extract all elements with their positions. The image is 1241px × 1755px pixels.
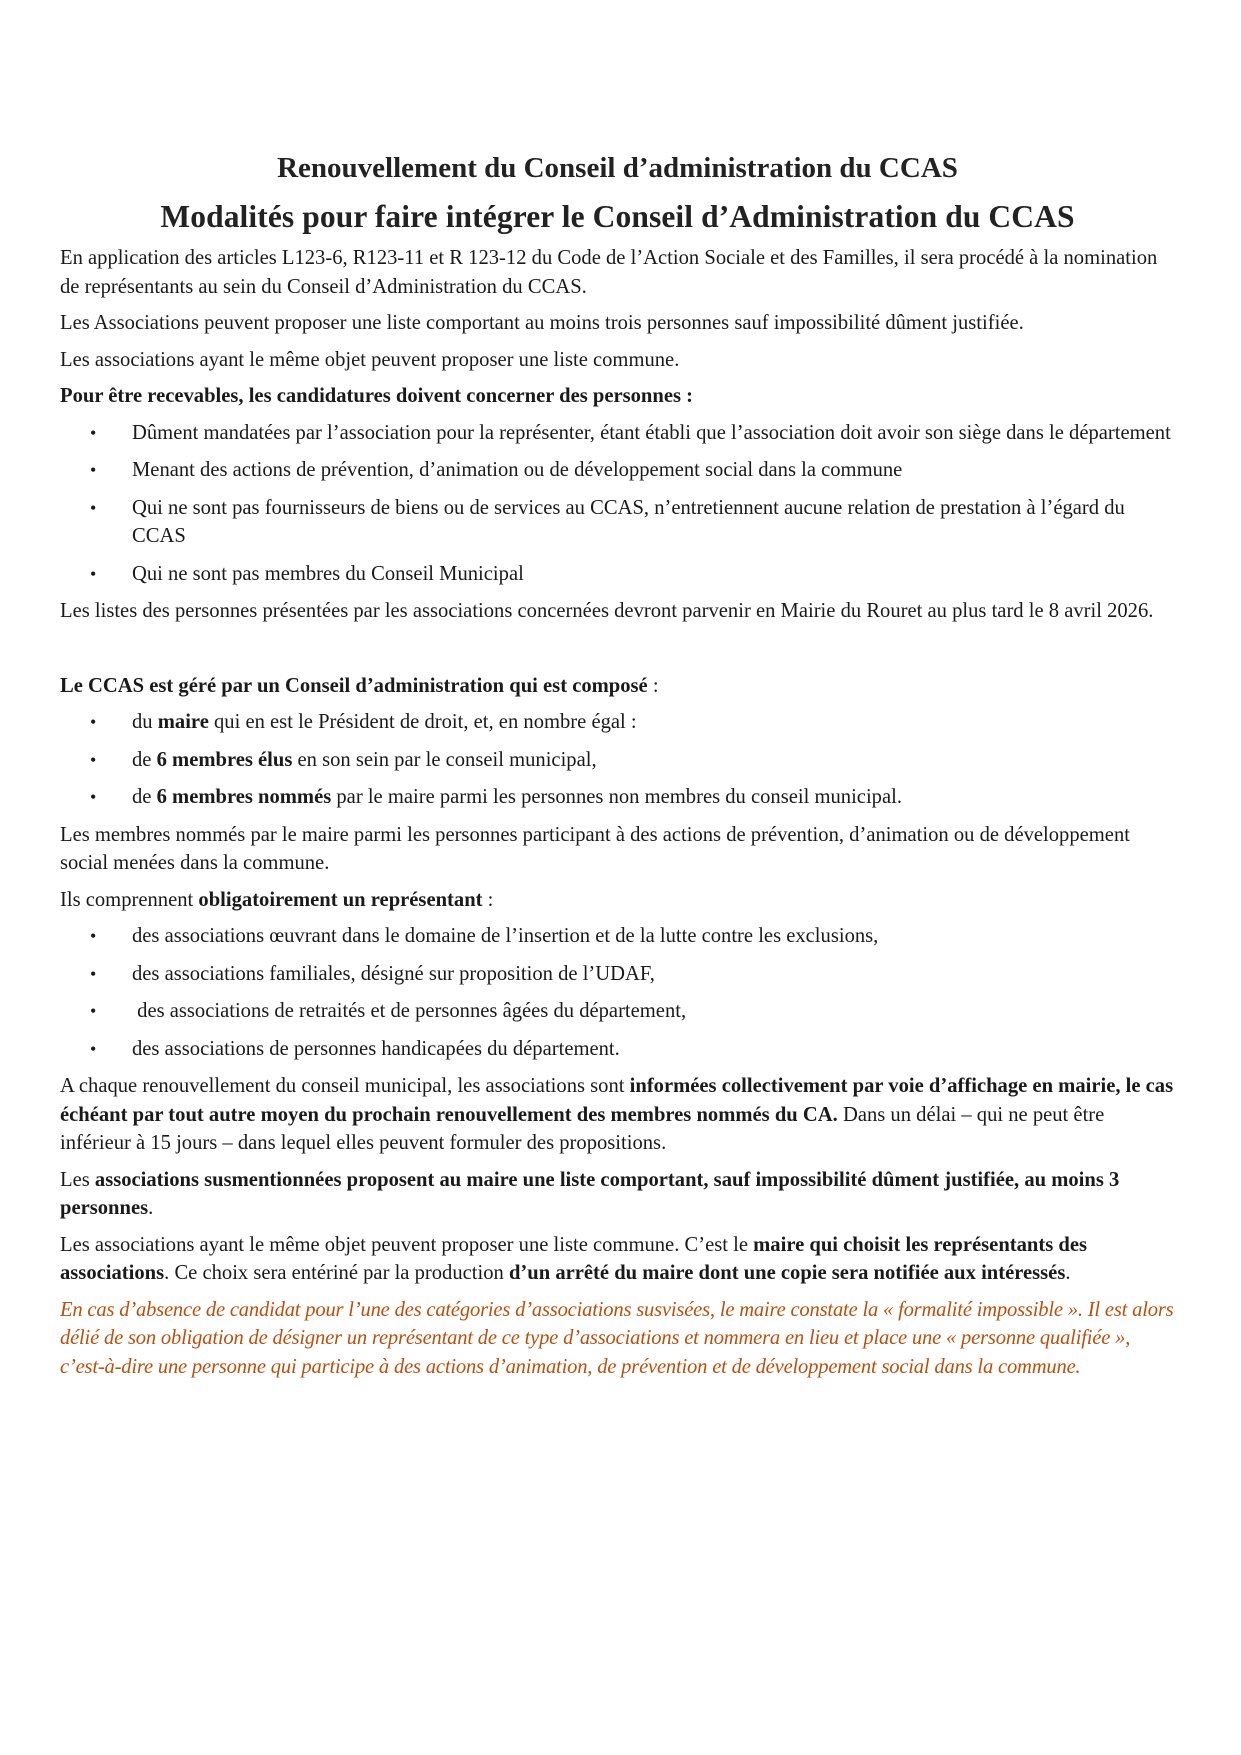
deadline-paragraph: Les listes des personnes présentées par les associations concernées devront parvenir en Mairie du Rouret au plus tard le 8 avril 2026. (60, 600, 1154, 622)
list-item: • des associations de personnes handicapées du département. (132, 1035, 1175, 1064)
renewal-paragraph: A chaque renouvellement du conseil municipal, les associations sont informées collectivement par voie d’affichage en mairie, le cas échéant par tout autre moyen du prochain renouvellement des membres nommés du CA. Dans un délai – qui ne peut être inférieur à 15 jours – dans lequel elles peuvent formuler des propositions. (60, 1075, 1174, 1154)
list-item: • Qui ne sont pas membres du Conseil Municipal (132, 560, 1175, 589)
proposal-paragraph: Les associations susmentionnées proposent au maire une liste comportant, sauf impossibilité dûment justifiée, au moins 3 personnes. (60, 1168, 1120, 1219)
composition-list (60, 708, 1175, 812)
formality-impossible-note: En cas d’absence de candidat pour l’une des catégories d’associations susvisées, le maire constate la « formalité impossible ». Il est alors délié de son obligation de désigner un représentant de ce type d’associations et nommera en lieu et place une « personne qualifiée », c’est-à-dire une personne qui participe à des actions d’animation, de prévention et de développement social dans la commune. (60, 1298, 1174, 1378)
list-item: • du maire qui en est le Président de droit, et, en nombre égal : (132, 708, 1175, 737)
list-requirement-paragraph: Les Associations peuvent proposer une liste comportant au moins trois personnes sauf impossibilité dûment justifiée. (60, 312, 1024, 334)
choice-paragraph: Les associations ayant le même objet peuvent proposer une liste commune. C’est le maire qui choisit les représentants des associations. Ce choix sera entériné par la production d’un arrêté du maire dont une copie sera notifiée aux intéressés. (60, 1233, 1088, 1284)
list-item: • Menant des actions de prévention, d’animation ou de développement social dans la commune (132, 456, 1175, 485)
list-item: • Qui ne sont pas fournisseurs de biens ou de services au CCAS, n’entretiennent aucune relation de prestation à l’égard du CCAS (132, 494, 1175, 551)
list-item: • de 6 membres élus en son sein par le conseil municipal, (132, 746, 1175, 775)
composition-heading: Le CCAS est géré par un Conseil d’administration qui est composé : (60, 674, 659, 697)
eligibility-heading: Pour être recevables, les candidatures doivent concerner des personnes : (60, 385, 693, 407)
list-item: • des associations œuvrant dans le domaine de l’insertion et de la lutte contre les exclusions, (132, 922, 1175, 951)
members-named-paragraph: Les membres nommés par le maire parmi les personnes participant à des actions de prévention, d’animation ou de développement social menées dans la commune. (60, 823, 1130, 874)
common-list-paragraph: Les associations ayant le même objet peuvent proposer une liste commune. (60, 348, 680, 371)
list-item: • des associations familiales, désigné sur proposition de l’UDAF, (132, 960, 1175, 989)
list-item: • de 6 membres nommés par le maire parmi les personnes non membres du conseil municipal. (132, 783, 1175, 812)
intro-paragraph: En application des articles L123-6, R123-11 et R 123-12 du Code de l’Action Sociale et des Familles, il sera procédé à la nomination de représentants au sein du Conseil d’Administration du CCAS. (60, 247, 1158, 298)
document-subtitle: Modalités pour faire intégrer le Conseil d’Administration du CCAS (160, 199, 1075, 234)
document-page (60, 150, 1175, 1389)
representatives-list (60, 922, 1175, 1063)
eligibility-list (60, 419, 1175, 589)
list-item: • des associations de retraités et de personnes âgées du département, (132, 997, 1175, 1026)
representatives-heading: Ils comprennent obligatoirement un représentant : (60, 888, 494, 911)
list-item: • Dûment mandatées par l’association pour la représenter, étant établi que l’association doit avoir son siège dans le département (132, 419, 1175, 448)
document-title: Renouvellement du Conseil d’administration du CCAS (277, 152, 958, 184)
